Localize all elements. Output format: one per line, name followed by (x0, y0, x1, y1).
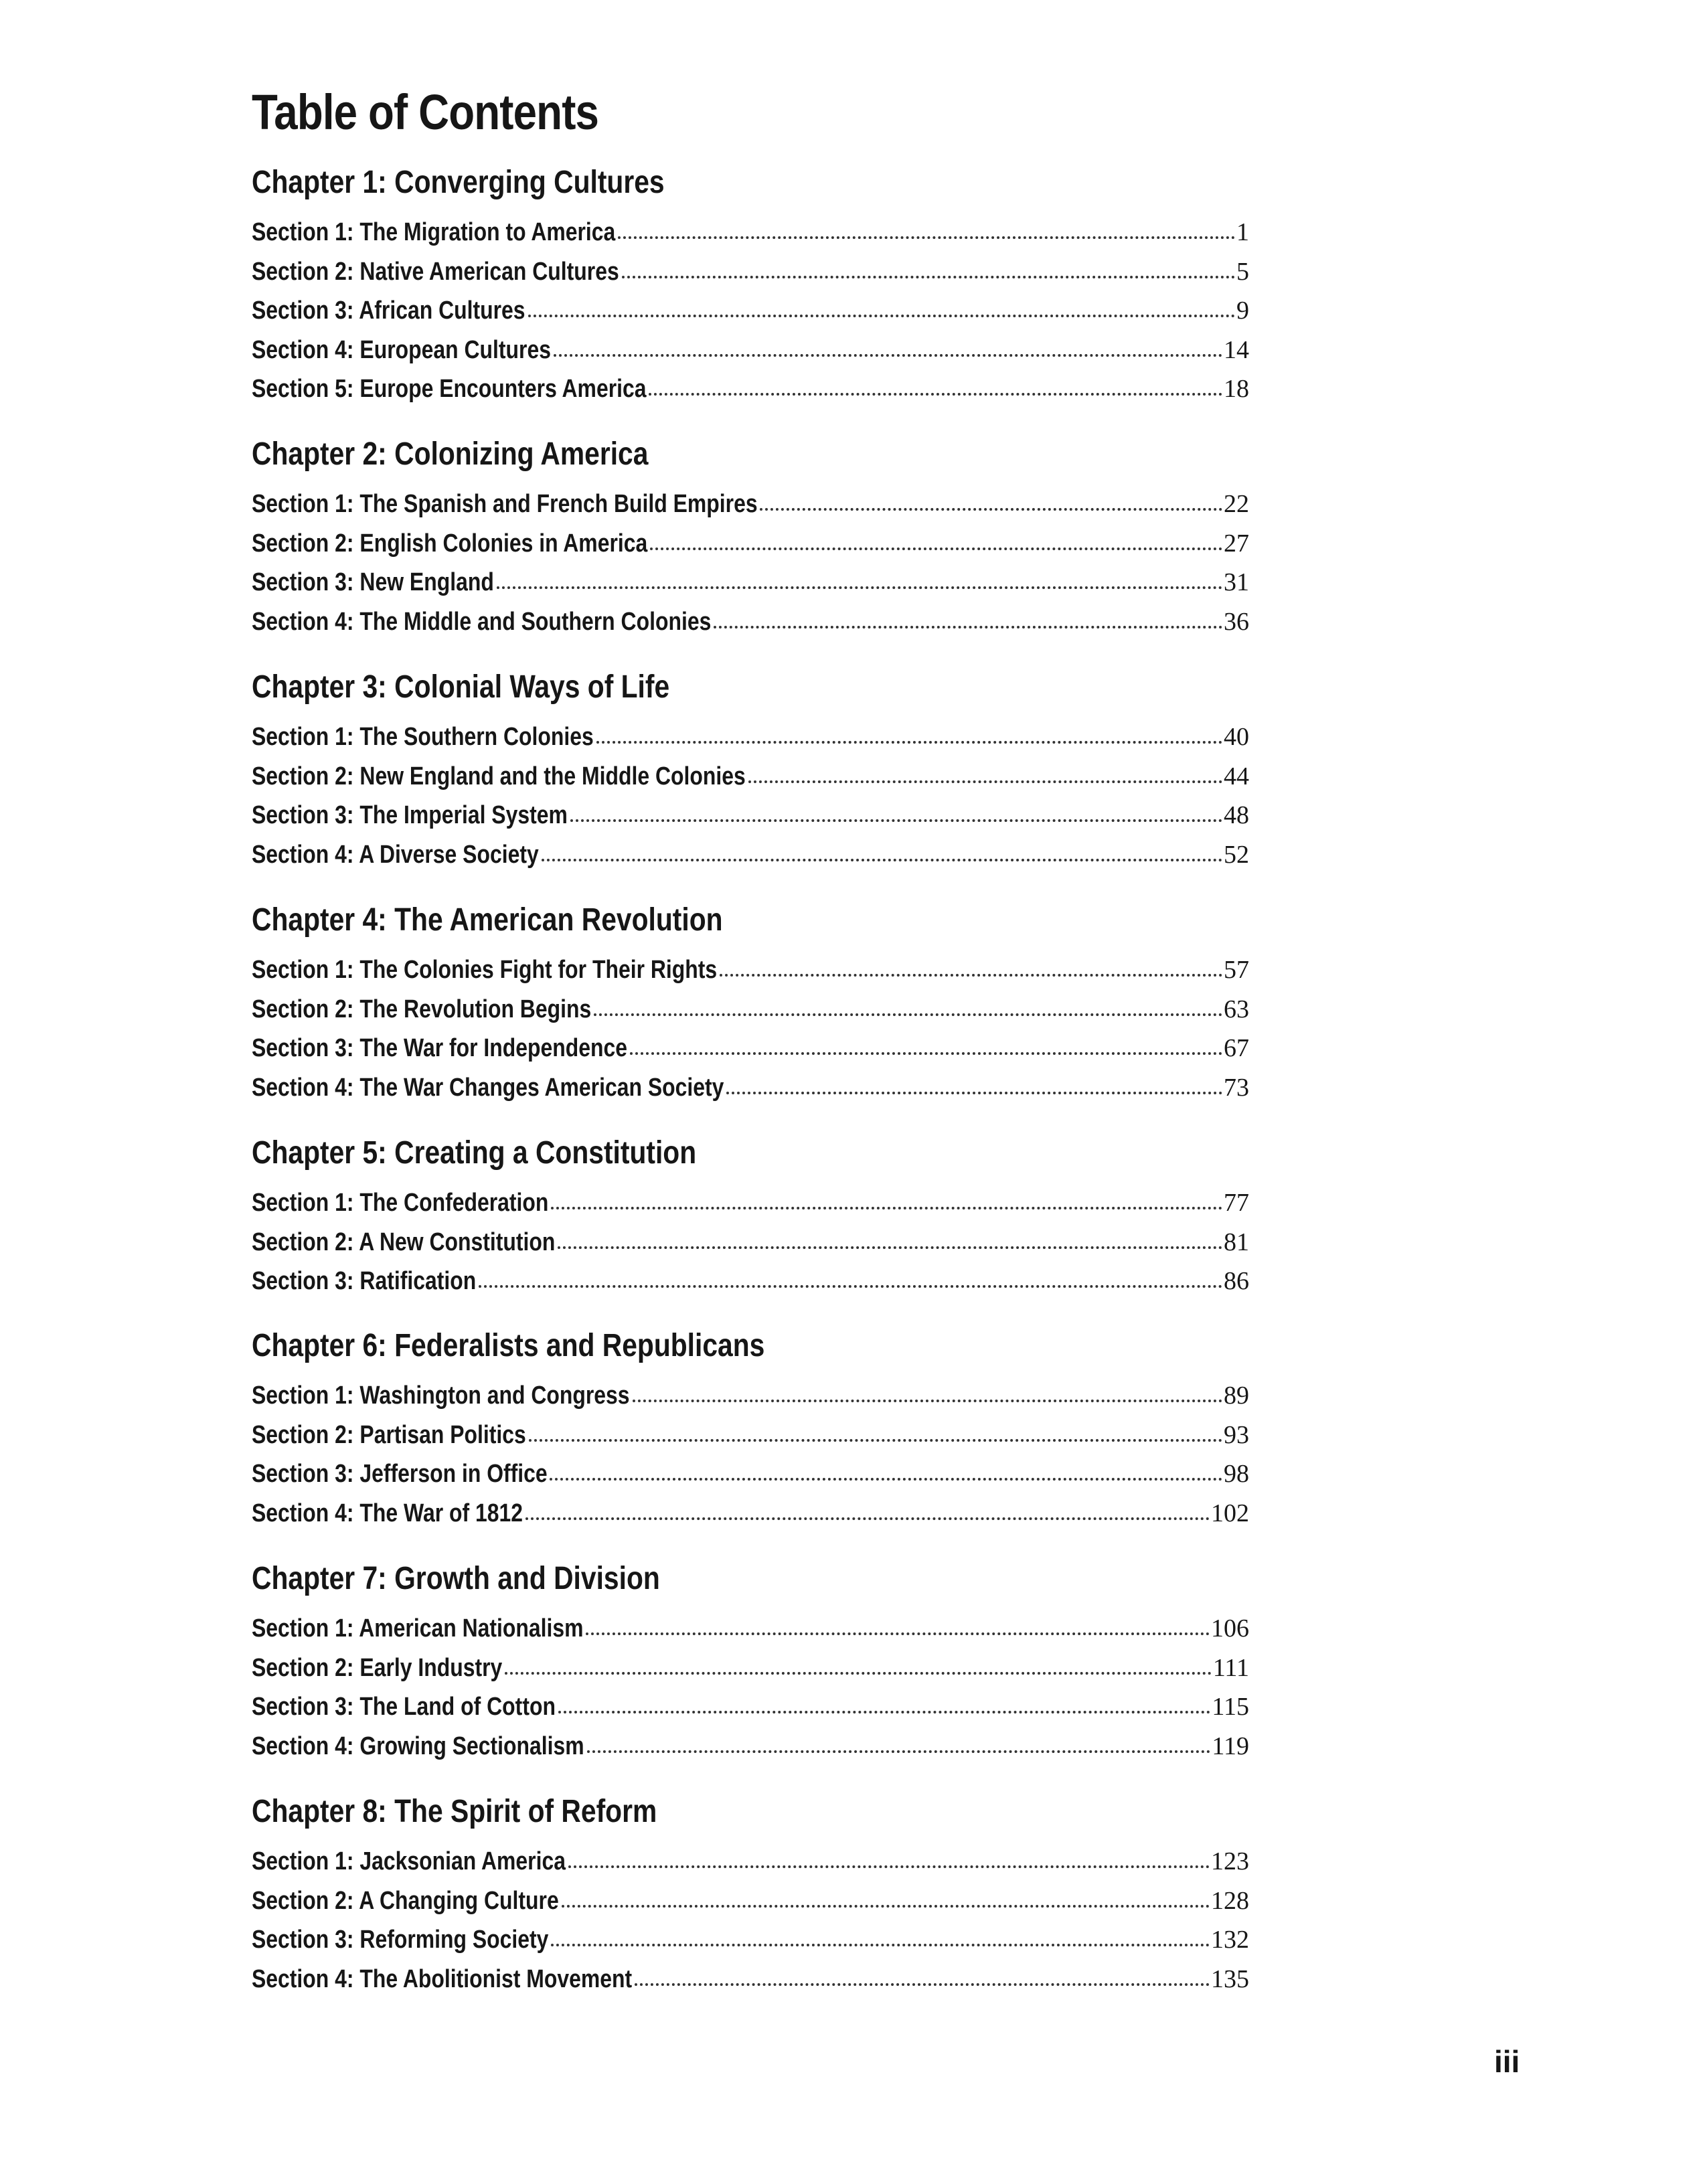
dot-leader (618, 230, 1235, 239)
page-number: 119 (1212, 1732, 1249, 1760)
dot-leader (529, 1432, 1222, 1442)
dot-leader (570, 813, 1222, 822)
chapter-block (252, 161, 1249, 409)
chapter-block (252, 1131, 1249, 1301)
section-title: Section 4: The War Changes American Society (252, 1073, 724, 1102)
section-title: Section 3: Reforming Society (252, 1926, 549, 1954)
page-number: 86 (1224, 1267, 1249, 1295)
section-title: Section 4: The Middle and Southern Colonies (252, 607, 712, 636)
page-number: 9 (1236, 297, 1249, 325)
page-number: 132 (1211, 1926, 1249, 1954)
toc-entry[interactable] (252, 796, 1249, 835)
dot-leader (497, 580, 1222, 589)
chapter-heading: Chapter 8: The Spirit of Reform (252, 1794, 657, 1829)
chapter-block (252, 432, 1249, 641)
toc-entry[interactable] (252, 602, 1249, 642)
toc-entry[interactable] (252, 252, 1249, 292)
page-number: 5 (1236, 257, 1249, 286)
toc-entry[interactable] (252, 524, 1249, 564)
chapter-block (252, 665, 1249, 874)
section-title: Section 2: A Changing Culture (252, 1886, 559, 1915)
dot-leader (650, 541, 1222, 550)
page-number: 73 (1224, 1073, 1249, 1102)
dot-leader (551, 1937, 1210, 1946)
chapter-block (252, 1790, 1249, 1999)
section-title: Section 2: English Colonies in America (252, 529, 648, 558)
page-number: 123 (1211, 1847, 1249, 1875)
section-title: Section 1: The Spanish and French Build Empires (252, 490, 758, 518)
chapter-heading: Chapter 7: Growth and Division (252, 1561, 660, 1596)
dot-leader (586, 1626, 1210, 1635)
chapter-block (252, 898, 1249, 1107)
toc-entry[interactable] (252, 718, 1249, 757)
section-title: Section 1: The Southern Colonies (252, 723, 594, 751)
toc-entry[interactable] (252, 1842, 1249, 1881)
page-number: 48 (1224, 801, 1249, 829)
toc-entry[interactable] (252, 1687, 1249, 1727)
page-number: 36 (1224, 607, 1249, 636)
page-number: 106 (1211, 1614, 1249, 1643)
dot-leader (714, 619, 1222, 628)
page-number: 102 (1211, 1499, 1249, 1527)
dot-leader (587, 1744, 1211, 1753)
dot-leader (558, 1240, 1222, 1249)
toc-entry[interactable] (252, 1727, 1249, 1766)
page-number: 44 (1224, 762, 1249, 790)
dot-leader (550, 1471, 1222, 1481)
section-title: Section 2: Partisan Politics (252, 1420, 526, 1449)
chapter-heading: Chapter 2: Colonizing America (252, 436, 649, 472)
toc-entry[interactable] (252, 563, 1249, 602)
toc-entry[interactable] (252, 1960, 1249, 1999)
dot-leader (558, 1704, 1210, 1713)
dot-leader (748, 774, 1222, 783)
page-number: 89 (1224, 1381, 1249, 1410)
toc-entry[interactable] (252, 1183, 1249, 1223)
section-title: Section 3: The War for Independence (252, 1034, 628, 1062)
toc-entry[interactable] (252, 485, 1249, 524)
toc-entry[interactable] (252, 369, 1249, 409)
dot-leader (562, 1898, 1210, 1908)
dot-leader (726, 1085, 1222, 1094)
page-title: Table of Contents (252, 84, 599, 140)
page-number: 27 (1224, 529, 1249, 558)
page-number: 40 (1224, 723, 1249, 751)
dot-leader (594, 1007, 1222, 1016)
dot-leader (505, 1665, 1212, 1675)
toc-entry[interactable] (252, 213, 1249, 252)
dot-leader (649, 386, 1222, 396)
page-number: 128 (1211, 1886, 1249, 1915)
section-title: Section 1: American Nationalism (252, 1614, 584, 1643)
toc-entry[interactable] (252, 757, 1249, 796)
toc-entry[interactable] (252, 1609, 1249, 1649)
chapter-heading: Chapter 6: Federalists and Republicans (252, 1328, 765, 1363)
section-title: Section 2: Native American Cultures (252, 257, 619, 286)
section-title: Section 5: Europe Encounters America (252, 375, 647, 403)
dot-leader (622, 269, 1235, 278)
dot-leader (542, 852, 1222, 861)
section-title: Section 1: The Colonies Fight for Their Rights (252, 956, 718, 984)
toc-entry[interactable] (252, 950, 1249, 990)
section-title: Section 4: The War of 1812 (252, 1499, 523, 1527)
page-number: 135 (1211, 1964, 1249, 1993)
page-number: 93 (1224, 1420, 1249, 1449)
toc-entry[interactable] (252, 291, 1249, 331)
toc-entry[interactable] (252, 1881, 1249, 1921)
dot-leader (635, 1977, 1210, 1986)
page-number: 22 (1224, 490, 1249, 518)
section-title: Section 4: Growing Sectionalism (252, 1732, 584, 1760)
toc-entry[interactable] (252, 1920, 1249, 1960)
section-title: Section 1: The Migration to America (252, 218, 616, 246)
dot-leader (760, 501, 1222, 511)
dot-leader (630, 1045, 1222, 1055)
section-title: Section 2: A New Constitution (252, 1228, 556, 1256)
section-title: Section 4: The Abolitionist Movement (252, 1964, 633, 1993)
page-number: 77 (1224, 1189, 1249, 1217)
page-folio: iii (1494, 2044, 1520, 2079)
dot-leader (528, 308, 1235, 317)
toc-entry[interactable] (252, 331, 1249, 370)
dot-leader (633, 1393, 1222, 1402)
page-number: 31 (1224, 568, 1249, 596)
toc-entry[interactable] (252, 835, 1249, 875)
page-number: 14 (1224, 335, 1249, 364)
toc-entry[interactable] (252, 1376, 1249, 1416)
section-title: Section 4: A Diverse Society (252, 840, 539, 869)
section-title: Section 3: African Cultures (252, 297, 525, 325)
chapter-block (252, 1324, 1249, 1533)
chapter-heading: Chapter 1: Converging Cultures (252, 165, 665, 200)
section-title: Section 2: New England and the Middle Colonies (252, 762, 746, 790)
toc-entry[interactable] (252, 1262, 1249, 1301)
page-number: 52 (1224, 840, 1249, 869)
section-title: Section 2: The Revolution Begins (252, 995, 592, 1023)
section-title: Section 3: Ratification (252, 1267, 477, 1295)
chapter-heading: Chapter 5: Creating a Constitution (252, 1135, 697, 1171)
page-number: 1 (1236, 218, 1249, 246)
page-number: 111 (1212, 1653, 1249, 1682)
page-number: 63 (1224, 995, 1249, 1023)
chapter-heading: Chapter 4: The American Revolution (252, 902, 723, 938)
section-title: Section 3: The Imperial System (252, 801, 568, 829)
section-title: Section 3: New England (252, 568, 494, 596)
toc-entry[interactable] (252, 1068, 1249, 1108)
section-title: Section 1: The Confederation (252, 1189, 549, 1217)
section-title: Section 3: The Land of Cotton (252, 1693, 556, 1721)
page-number: 98 (1224, 1460, 1249, 1488)
dot-leader (551, 1200, 1222, 1209)
toc-entry[interactable] (252, 1454, 1249, 1494)
page-number: 18 (1224, 375, 1249, 403)
toc-entry[interactable] (252, 1649, 1249, 1688)
section-title: Section 1: Jacksonian America (252, 1847, 566, 1875)
dot-leader (525, 1511, 1210, 1520)
dot-leader (479, 1278, 1222, 1288)
page-number: 115 (1212, 1693, 1249, 1721)
chapter-heading: Chapter 3: Colonial Ways of Life (252, 669, 670, 705)
chapter-block (252, 1557, 1249, 1766)
dot-leader (568, 1859, 1210, 1868)
section-title: Section 3: Jefferson in Office (252, 1460, 548, 1488)
page-number: 57 (1224, 956, 1249, 984)
section-title: Section 1: Washington and Congress (252, 1381, 630, 1410)
toc-entry[interactable] (252, 1416, 1249, 1455)
toc-entry[interactable] (252, 990, 1249, 1029)
section-title: Section 4: European Cultures (252, 335, 551, 364)
toc-entry[interactable] (252, 1029, 1249, 1068)
section-title: Section 2: Early Industry (252, 1653, 503, 1682)
dot-leader (554, 347, 1222, 357)
page-number: 67 (1224, 1034, 1249, 1062)
dot-leader (720, 967, 1222, 977)
toc-entry[interactable] (252, 1223, 1249, 1262)
toc-entry[interactable] (252, 1494, 1249, 1533)
dot-leader (596, 734, 1222, 744)
page-number: 81 (1224, 1228, 1249, 1256)
